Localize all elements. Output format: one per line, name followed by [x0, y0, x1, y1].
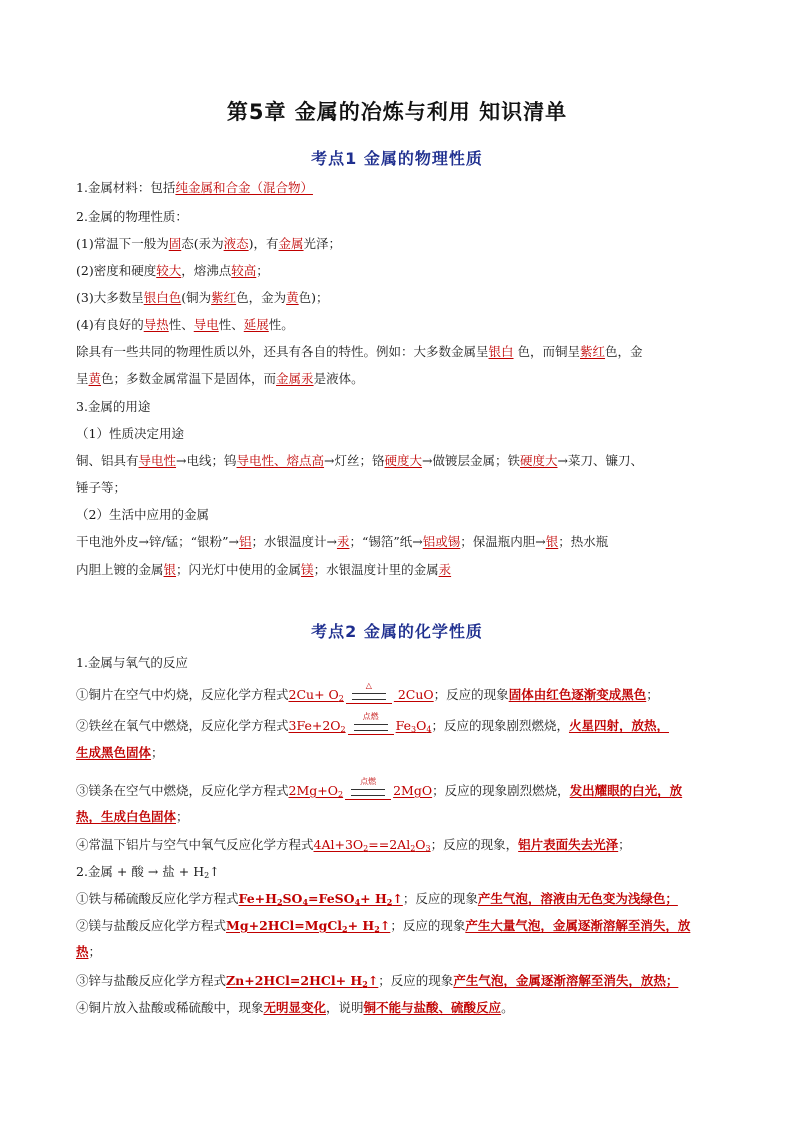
text: →做镀层金属；铁 [422, 453, 521, 468]
line-aluminum-oxygen [76, 836, 726, 858]
text: 1.金属材料：包括 [76, 180, 176, 195]
answer: 银 [163, 562, 177, 577]
line-density [76, 262, 726, 280]
answer: 铝 [238, 534, 252, 549]
text: ③锌与盐酸反应化学方程式 [76, 973, 227, 988]
line-special-props-cont [76, 370, 726, 388]
answer: 银白色 [143, 290, 182, 305]
observation: 火星四射，放热， [568, 718, 669, 733]
text: 是液体。 [313, 371, 364, 386]
text: ；反应的现象剧烈燃烧， [431, 718, 569, 733]
equation [239, 891, 403, 906]
eq-sub: 4 [302, 897, 309, 907]
eq-part: 2Mg+O [288, 783, 338, 798]
text: ④铜片放入盐酸或稀硫酸中，现象 [76, 1000, 264, 1015]
condition-label: 点燃 [362, 712, 379, 721]
line-magnesium-oxygen [76, 777, 726, 804]
answer: 固 [168, 236, 182, 251]
text: →菜刀、镰刀、 [557, 453, 644, 468]
line-uses-list-cont: 锤子等； [76, 480, 127, 495]
line-zinc-hcl [76, 972, 726, 993]
line-copper-acid [76, 999, 726, 1017]
text: ②镁与盐酸反应化学方程式 [76, 918, 227, 933]
text: ①铁与稀硫酸反应化学方程式 [76, 891, 239, 906]
text: 色)； [298, 290, 329, 305]
eq-part: Fe [395, 718, 412, 733]
line-physical-props-heading: 2.金属的物理性质： [76, 209, 188, 224]
eq-part: 4Al+3O [313, 837, 364, 852]
eq-sub: 2 [338, 790, 344, 799]
text: ；“锡箔”纸→ [349, 534, 423, 549]
equation [226, 918, 390, 933]
line-conductivity [76, 316, 726, 334]
equation [289, 687, 344, 702]
underline [348, 734, 394, 735]
answer: 铜不能与盐酸、硫酸反应 [363, 1000, 502, 1015]
line-daily-metals-heading: （2）生活中应用的金属 [76, 507, 209, 522]
answer: 银 [545, 534, 559, 549]
text: ； [646, 687, 659, 702]
answer: 汞 [336, 534, 350, 549]
text: 呈 [76, 371, 89, 386]
eq-sub: 2 [362, 979, 368, 989]
eq-part: O [416, 718, 427, 733]
eq-sub: 2 [363, 844, 369, 853]
text: ； [176, 809, 189, 824]
eq-part: + H [360, 891, 387, 906]
text: 色，金 [605, 344, 643, 359]
observation: 生成黑色固体 [76, 745, 152, 760]
text: ； [88, 944, 102, 959]
observation: 热 [76, 944, 89, 959]
eq-sub: 2 [340, 725, 346, 734]
text: )，有 [248, 236, 279, 251]
answer: 导电 [193, 317, 219, 332]
line-iron-oxygen [76, 712, 726, 739]
text: ①铜片在空气中灼烧，反应化学方程式 [76, 687, 289, 702]
text: ；水银温度计→ [251, 534, 337, 549]
equation [396, 718, 432, 733]
eq-part: ↑ [392, 891, 403, 906]
text: ；保温瓶内胆→ [460, 534, 546, 549]
answer: 金属 [278, 236, 304, 251]
reaction-condition [348, 712, 394, 734]
text: ②铁丝在氧气中燃烧，反应化学方程式 [76, 718, 289, 733]
text: ；反应的现象 [433, 687, 509, 702]
text: 色；多数金属常温下是固体，而 [101, 371, 277, 386]
text: 内胆上镀的金属 [76, 562, 164, 577]
text: →灯丝；铬 [324, 453, 385, 468]
eq-part: Mg+2HCl=MgCl [226, 918, 343, 933]
eq-part: ↑ [367, 973, 379, 988]
observation: 热，生成白色固体 [76, 809, 177, 824]
answer: 黄 [286, 290, 299, 305]
eq-part: 2CuO [393, 687, 434, 702]
eq-part: 2Cu+ O [288, 687, 339, 702]
text: ；反应的现象 [402, 891, 478, 906]
answer: 黄 [88, 371, 102, 386]
text: ；反应的现象 [378, 973, 454, 988]
answer: 导电性、熔点高 [236, 453, 325, 468]
text: 性、 [218, 317, 244, 332]
eq-sub: 2 [342, 924, 348, 934]
eq-sub: 2 [374, 924, 380, 934]
text: 光泽； [303, 236, 342, 251]
text: (4)有良好的 [76, 317, 144, 332]
equals-sign [352, 693, 386, 700]
text: ；水银温度计里的金属 [313, 562, 439, 577]
line-iron-sulfuric [76, 890, 726, 911]
eq-part: 3Fe+2O [288, 718, 341, 733]
line-color [76, 289, 726, 307]
answer: 导电性 [138, 453, 177, 468]
answer: 延展 [243, 317, 269, 332]
eq-part: ==2Al [368, 837, 411, 852]
equation [314, 837, 431, 852]
equals-sign [351, 789, 385, 796]
line-metal-materials [76, 179, 726, 197]
answer: 紫红 [580, 344, 606, 359]
eq-part: Fe+H [238, 891, 277, 906]
text: 干电池外皮→锌/锰；“银粉”→ [76, 534, 239, 549]
text: ④常温下铝片与空气中氧气反应化学方程式 [76, 837, 314, 852]
text: ↑ [209, 864, 220, 879]
line-acid-heading [76, 863, 726, 885]
reaction-condition [346, 681, 392, 703]
eq-part: 2MgO [393, 783, 433, 798]
text: ③镁条在空气中燃烧，反应化学方程式 [76, 783, 289, 798]
text: ，熔沸点 [181, 263, 232, 278]
answer: 无明显变化 [263, 1000, 327, 1015]
text: (3)大多数呈 [76, 290, 144, 305]
text: ；闪光灯中使用的金属 [176, 562, 302, 577]
eq-part: + H [347, 918, 375, 933]
line-magnesium-oxygen-cont [76, 808, 726, 826]
text: (2)密度和硬度 [76, 263, 157, 278]
equals-sign [354, 724, 388, 731]
line-uses-list [76, 452, 726, 470]
sub: 2 [204, 871, 210, 880]
answer: 硬度大 [384, 453, 423, 468]
condition-label: 点燃 [360, 777, 377, 786]
underline [345, 799, 391, 800]
text: ； [618, 837, 631, 852]
eq-part: =FeSO [308, 891, 355, 906]
text: 色，金为 [236, 290, 287, 305]
observation: 产生大量气泡，金属逐渐溶解至消失，放 [465, 918, 691, 933]
text: ，说明 [326, 1000, 364, 1015]
page-title: 第5章 金属的冶炼与利用 知识清单 [226, 100, 568, 124]
section2-title: 考点2 金属的化学性质 [311, 622, 483, 641]
answer: 紫红 [211, 290, 237, 305]
text: ； [151, 745, 164, 760]
line-uses-heading: 3.金属的用途 [76, 399, 151, 414]
observation: 固体由红色逐渐变成黑色 [508, 687, 647, 702]
eq-part: ↑ [379, 918, 391, 933]
eq-sub: 4 [354, 897, 361, 907]
text: 。 [501, 1000, 514, 1015]
line-iron-oxygen-cont [76, 744, 726, 762]
answer: 硬度大 [520, 453, 558, 468]
answer: 银白 [488, 344, 514, 359]
text: (1)常温下一般为 [76, 236, 169, 251]
answer: 导热 [143, 317, 169, 332]
answer: 较高 [231, 263, 257, 278]
observation: 产生气泡，溶液由无色变为浅绿色； [477, 891, 678, 906]
eq-sub: 2 [276, 897, 283, 907]
eq-sub: 3 [411, 725, 417, 734]
text: (铜为 [181, 290, 212, 305]
eq-part: SO [282, 891, 303, 906]
eq-part: O [415, 837, 426, 852]
line-daily-metals [76, 533, 726, 551]
text: 铜、铝具有 [76, 453, 139, 468]
line-copper-oxygen [76, 681, 726, 708]
line-daily-metals-cont [76, 561, 726, 579]
text: ； [256, 263, 269, 278]
answer: 液态 [223, 236, 249, 251]
line-special-props [76, 343, 726, 361]
line-magnesium-hcl [76, 917, 726, 938]
text: 态(汞为 [181, 236, 224, 251]
text: 性。 [268, 317, 294, 332]
answer: 纯金属和合金（混合物） [175, 180, 313, 195]
line-oxygen-heading: 1.金属与氧气的反应 [76, 655, 188, 670]
text: 除具有一些共同的物理性质以外，还具有各自的特性。例如：大多数金属呈 [76, 344, 489, 359]
answer: 镁 [301, 562, 314, 577]
text: ；热水瓶 [558, 534, 609, 549]
equation [226, 973, 378, 988]
eq-part: Zn+2HCl=2HCl+ H [226, 973, 363, 988]
text: 色，而铜呈 [513, 344, 581, 359]
text: 性、 [168, 317, 194, 332]
condition-label: △ [365, 681, 372, 690]
answer: 汞 [438, 562, 452, 577]
eq-sub: 2 [386, 897, 393, 907]
text: 2.金属 + 酸 → 盐 + H [76, 864, 205, 879]
text: ；反应的现象 [390, 918, 466, 933]
text: →电线；钨 [176, 453, 237, 468]
line-state [76, 235, 726, 253]
answer: 金属汞 [276, 371, 314, 386]
line-magnesium-hcl-cont [76, 943, 726, 961]
observation: 产生气泡，金属逐渐溶解至消失，放热； [453, 973, 679, 988]
observation: 发出耀眼的白光，放 [569, 783, 683, 798]
observation: 铝片表面失去光泽 [518, 837, 619, 852]
equation [289, 718, 346, 733]
equation [289, 783, 344, 798]
eq-sub: 3 [425, 844, 431, 853]
eq-sub: 2 [338, 694, 344, 703]
text: ；反应的现象， [430, 837, 519, 852]
answer: 较大 [156, 263, 182, 278]
answer: 铝或锡 [422, 534, 461, 549]
line-property-determines-use: （1）性质决定用途 [76, 426, 184, 441]
eq-sub: 2 [410, 844, 416, 853]
text: ；反应的现象剧烈燃烧， [432, 783, 570, 798]
underline [346, 703, 392, 704]
reaction-condition [345, 777, 391, 799]
eq-sub: 4 [426, 725, 432, 734]
section1-title: 考点1 金属的物理性质 [311, 149, 483, 168]
